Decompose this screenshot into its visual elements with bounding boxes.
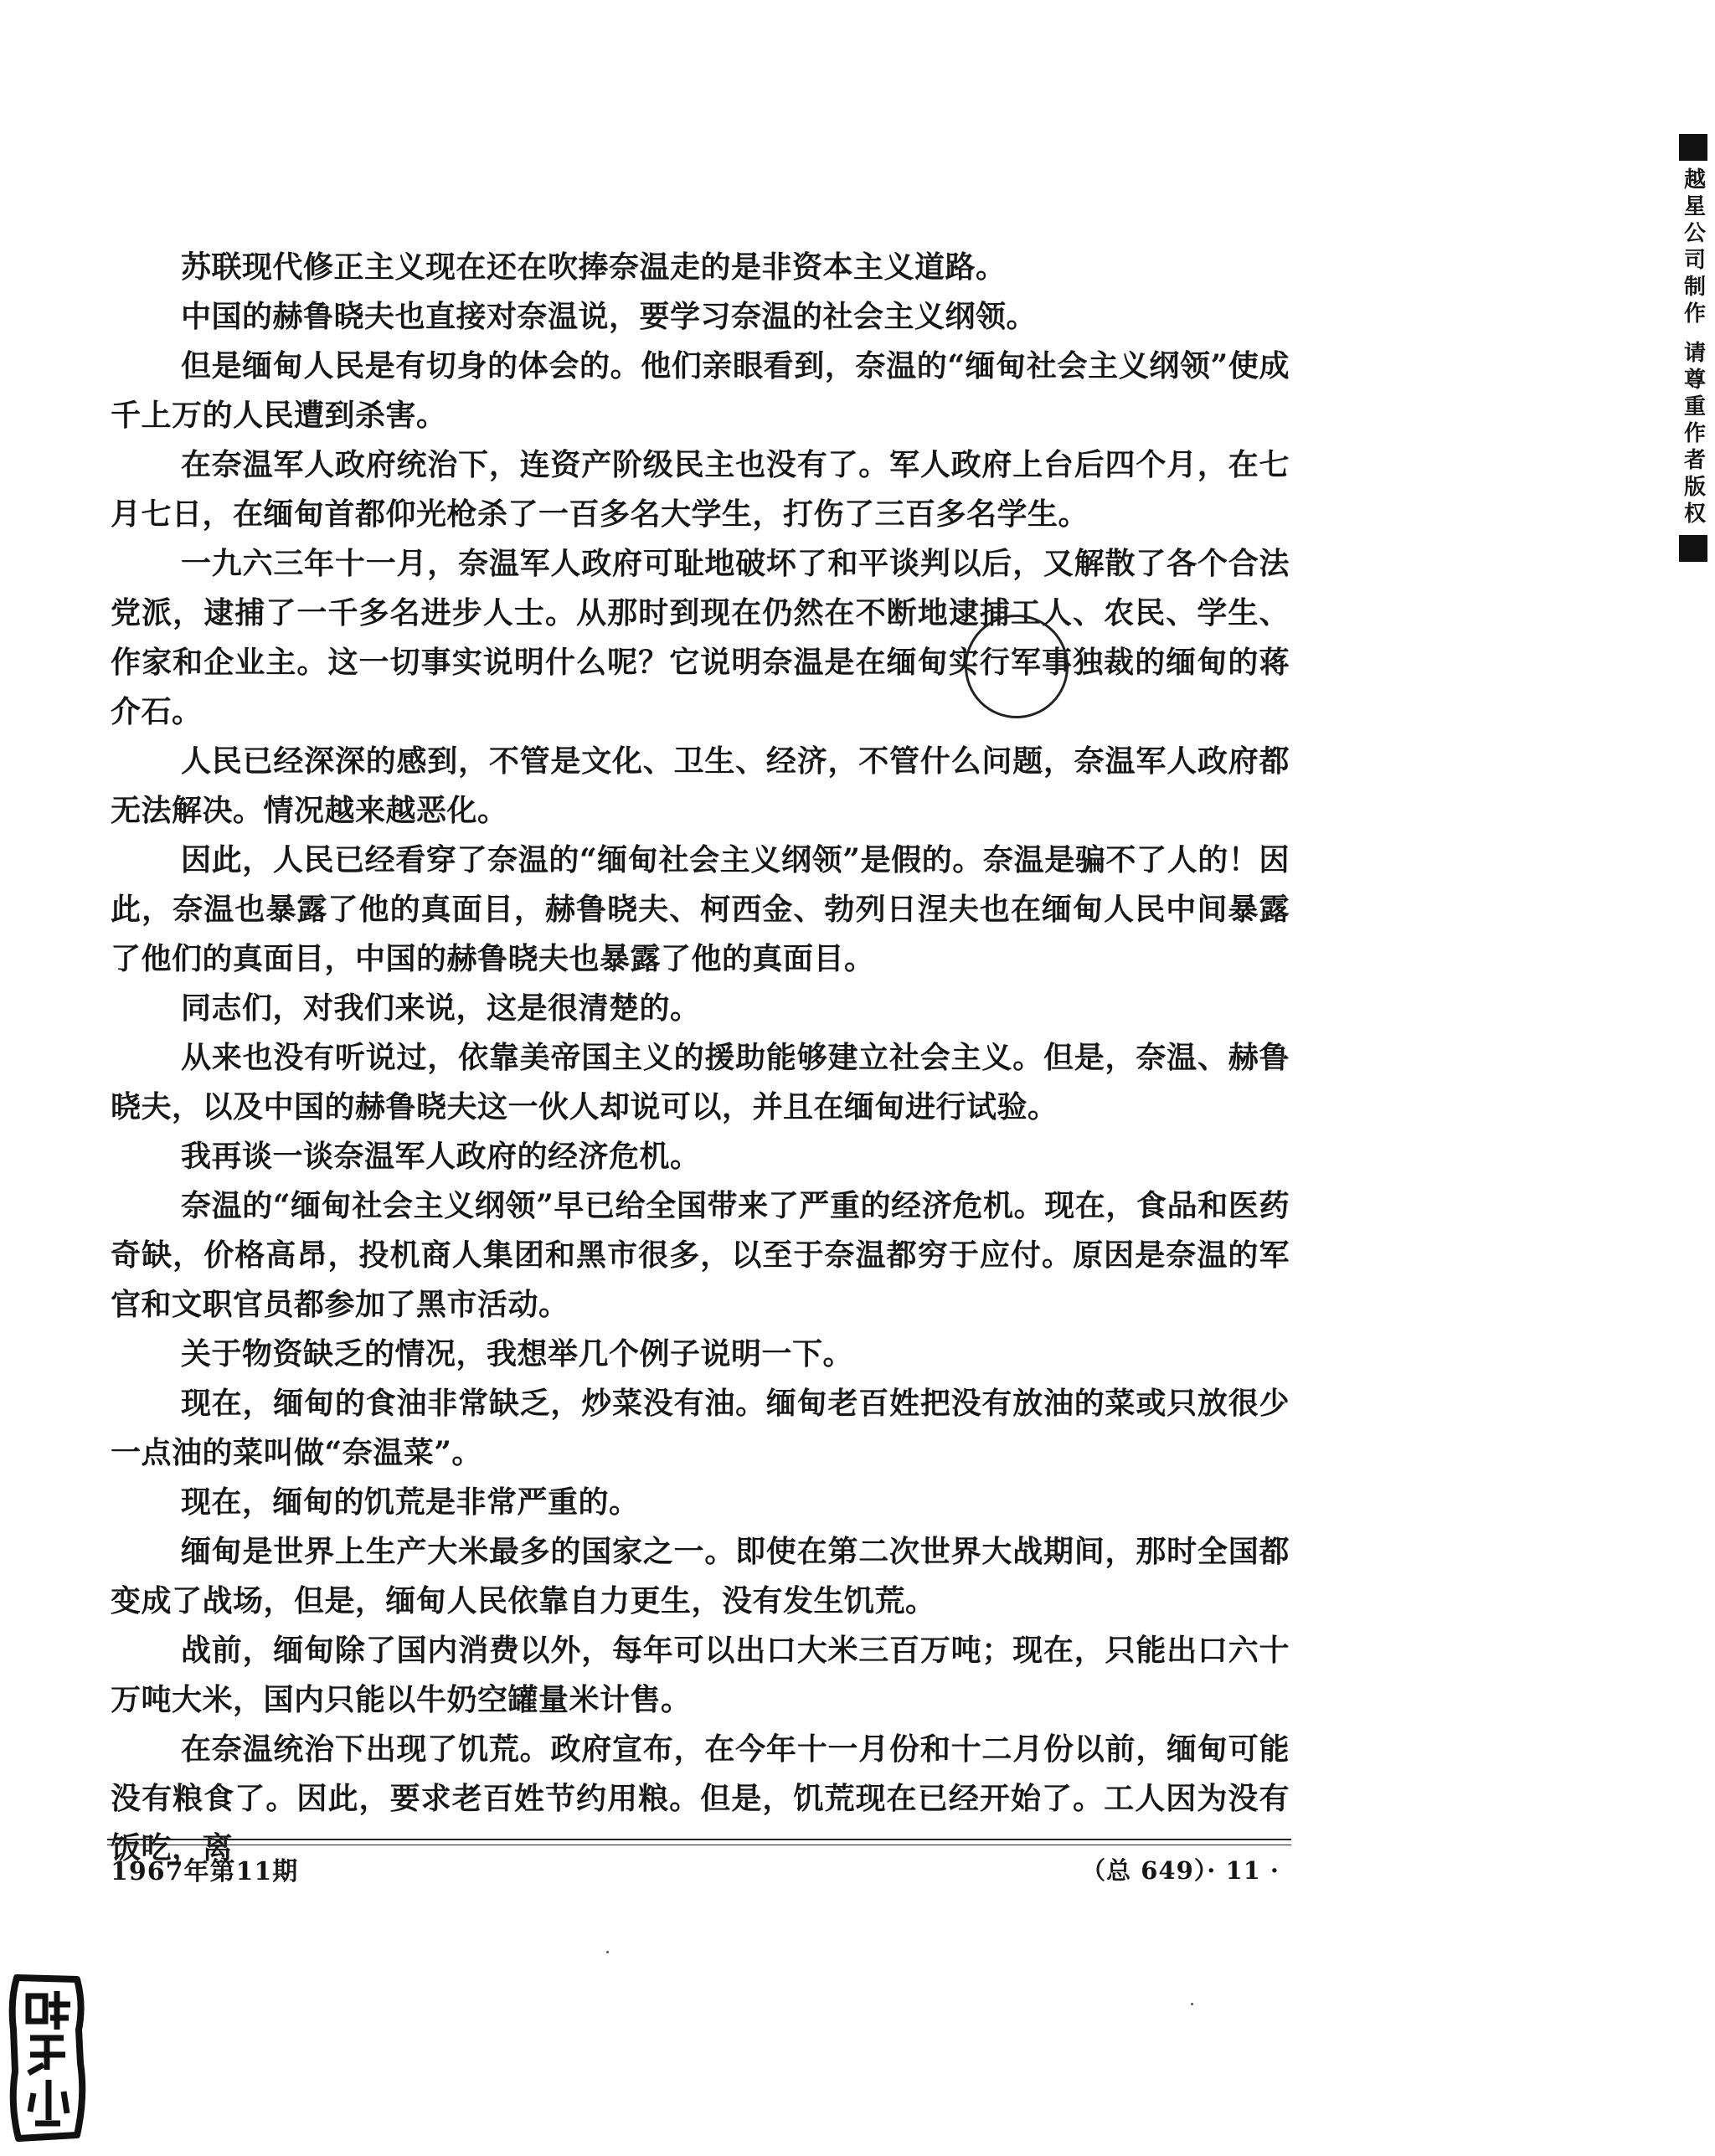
paragraph: 缅甸是世界上生产大米最多的国家之一。即使在第二次世界大战期间，那时全国都变成了战场，但是，缅甸人民依靠自力更生，没有发生饥荒。 (111, 1534, 1290, 1618)
paragraph: 因此，人民已经看穿了奈温的“缅甸社会主义纲领”是假的。奈温是骗不了人的！因此，奈温也暴露了他的真面目，赫鲁晓夫、柯西金、勃列日涅夫也在缅甸人民中间暴露了他们的真面目，中国的赫鲁晓夫也暴露了他的真面目。 (111, 842, 1290, 976)
copyright-side-notice (1676, 134, 1710, 562)
scan-speck (606, 1951, 609, 1953)
notice-bottom-bar (1679, 535, 1707, 562)
paragraph: 现在，缅甸的饥荒是非常严重的。 (181, 1485, 640, 1520)
scan-speck (1191, 2003, 1193, 2005)
issue-label: 1967年第11期 (111, 1857, 299, 1886)
paragraph: 中国的赫鲁晓夫也直接对奈温说，要学习奈温的社会主义纲领。 (181, 299, 1038, 334)
paragraph: 从来也没有听说过，依靠美帝国主义的援助能够建立社会主义。但是，奈温、赫鲁晓夫，以及中国的赫鲁晓夫这一伙人却说可以，并且在缅甸进行试验。 (111, 1040, 1290, 1124)
paragraph: 苏联现代修正主义现在还在吹捧奈温走的是非资本主义道路。 (181, 250, 1007, 285)
footer-rule (107, 1839, 1291, 1840)
paragraph: 战前，缅甸除了国内消费以外，每年可以出口大米三百万吨；现在，只能出口六十万吨大米，国内只能以牛奶空罐量米计售。 (111, 1633, 1290, 1717)
seal-stamp (5, 1971, 89, 2147)
paragraph: 但是缅甸人民是有切身的体会的。他们亲眼看到，奈温的“缅甸社会主义纲领”使成千上万的人民遭到杀害。 (111, 348, 1290, 433)
paragraph: 同志们，对我们来说，这是很清楚的。 (181, 991, 701, 1026)
notice-top-bar (1679, 134, 1707, 161)
paragraph: 我再谈一谈奈温军人政府的经济危机。 (181, 1139, 701, 1174)
paragraph: 关于物资缺乏的情况，我想举几个例子说明一下。 (181, 1336, 854, 1371)
paragraph: 一九六三年十一月，奈温军人政府可耻地破坏了和平谈判以后，又解散了各个合法党派，逮捕了一千多名进步人士。从那时到现在仍然在不断地逮捕工人、农民、学生、作家和企业主。这一切事实说明什么呢？它说明奈温是在缅甸实行军事独裁的缅甸的蒋介石。 (111, 546, 1290, 729)
handwritten-circle-mark (965, 615, 1069, 718)
copyright-notice-text: 越星公司制作 请尊重作者版权 (1680, 167, 1706, 529)
paragraph: 在奈温军人政府统治下，连资产阶级民主也没有了。军人政府上台后四个月，在七月七日，在缅甸首都仰光枪杀了一百多名大学生，打伤了三百多名学生。 (111, 447, 1290, 532)
page-number: （总 649）· 11 · (1081, 1856, 1280, 1885)
paragraph: 人民已经深深的感到，不管是文化、卫生、经济，不管什么问题，奈温军人政府都无法解决。情况越来越恶化。 (111, 744, 1290, 828)
paragraph: 奈温的“缅甸社会主义纲领”早已给全国带来了严重的经济危机。现在，食品和医药奇缺，价格高昂，投机商人集团和黑市很多，以至于奈温都穷于应付。原因是奈温的军官和文职官员都参加了黑市活动。 (111, 1188, 1290, 1322)
paragraph: 现在，缅甸的食油非常缺乏，炒菜没有油。缅甸老百姓把没有放油的菜或只放很少一点油的菜叫做“奈温菜”。 (111, 1386, 1290, 1470)
paragraph: 在奈温统治下出现了饥荒。政府宣布，在今年十一月份和十二月份以前，缅甸可能没有粮食了。因此，要求老百姓节约用粮。但是，饥荒现在已经开始了。工人因为没有饭吃，离 (111, 1731, 1290, 1865)
article-body (111, 243, 1290, 1873)
